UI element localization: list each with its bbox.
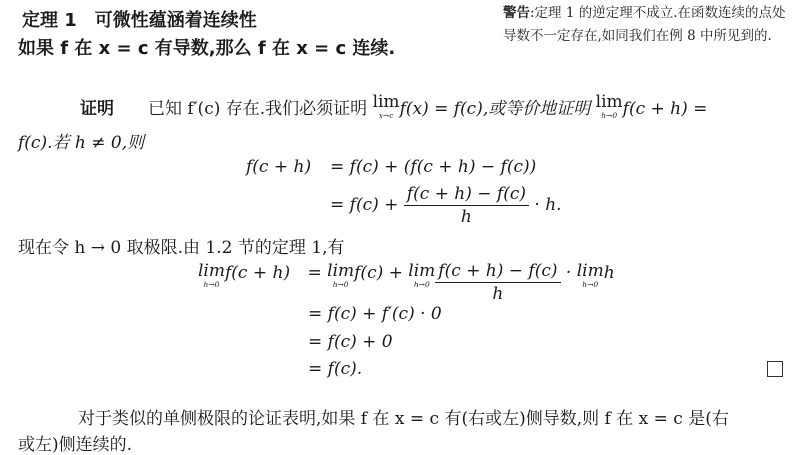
eq3-denominator: h [492, 284, 504, 304]
conclusion-line-2: 或左)侧连续的. [18, 435, 133, 455]
warning-note [503, 2, 793, 48]
limit-h-to-0 [577, 263, 604, 289]
eq3-numerator: f(c + h) − f(c) [435, 261, 560, 283]
proof-intro-c: f(c + h) = [622, 99, 708, 119]
lim-subscript: x→c [378, 111, 394, 120]
conclusion-line-1: 对于类似的单侧极限的论证表明,如果 f 在 x = c 有(右或左)侧导数,则 f 在 x = c 是(右 [78, 409, 729, 429]
limit-h-to-0 [327, 263, 354, 289]
proof-label: 证明 [80, 99, 114, 119]
eq3-b: f(c) + [354, 263, 403, 283]
lim-text: lim [372, 92, 400, 112]
eq3-d: h [603, 263, 615, 283]
lim-text: lim [595, 92, 623, 112]
eq5: = f(c) + 0 [308, 332, 393, 352]
eq1-lhs: f(c + h) [246, 157, 312, 177]
eq4: = f(c) + f′(c) · 0 [308, 304, 442, 324]
lim-text: lim [576, 261, 604, 281]
theorem-title [18, 6, 257, 32]
eq2-denominator: h [460, 207, 472, 227]
lim-subscript: h→0 [413, 280, 430, 289]
lim-text: lim [198, 261, 225, 281]
theorem-name: 可微性蕴涵着连续性 [94, 10, 257, 31]
eq2 [330, 184, 562, 227]
eq2-numerator: f(c + h) − f(c) [404, 184, 529, 206]
eq3-dot: · [565, 263, 572, 283]
lim-subscript: h→0 [203, 280, 220, 289]
limit-h-to-0 [198, 263, 225, 289]
warning-label: 警告 [503, 5, 530, 21]
theorem-label: 定理 1 [22, 10, 77, 31]
eq3-lhs: f(c + h) [225, 263, 291, 283]
proof-intro-a: 已知 f′(c) 存在.我们必须证明 [148, 99, 368, 119]
limit-x-to-c [373, 94, 400, 120]
limit-h-to-0 [596, 94, 623, 120]
limit-h-to-0 [408, 263, 435, 289]
lim-subscript: h→0 [601, 111, 618, 120]
eq2-b: · h. [534, 195, 562, 215]
theorem-statement: 如果 f 在 x = c 有导数,那么 f 在 x = c 连续. [18, 38, 396, 59]
lim-text: lim [327, 261, 355, 281]
proof-intro-b: f(x) = f(c),或等价地证明 [399, 99, 591, 119]
eq2-fraction [404, 184, 529, 227]
lim-subscript: h→0 [582, 280, 599, 289]
eq3-fraction [435, 261, 560, 304]
eq1-rhs: = f(c) + (f(c + h) − f(c)) [330, 157, 537, 177]
qed-square-icon [767, 361, 783, 377]
limit-paragraph: 现在令 h → 0 取极限.由 1.2 节的定理 1,有 [18, 238, 345, 258]
lim-text: lim [408, 261, 436, 281]
eq2-a: = f(c) + [330, 195, 399, 215]
proof-intro-d: f(c).若 h ≠ 0,则 [18, 133, 145, 153]
lim-subscript: h→0 [332, 280, 349, 289]
warning-text: :定理 1 的逆定理不成立.在函数连续的点处导数不一定存在,如同我们在例 8 中所见到的. [503, 5, 786, 44]
proof-intro [148, 94, 707, 120]
eq6: = f(c). [308, 359, 363, 379]
eq3-equals: = [307, 263, 322, 283]
eq3 [198, 263, 615, 304]
